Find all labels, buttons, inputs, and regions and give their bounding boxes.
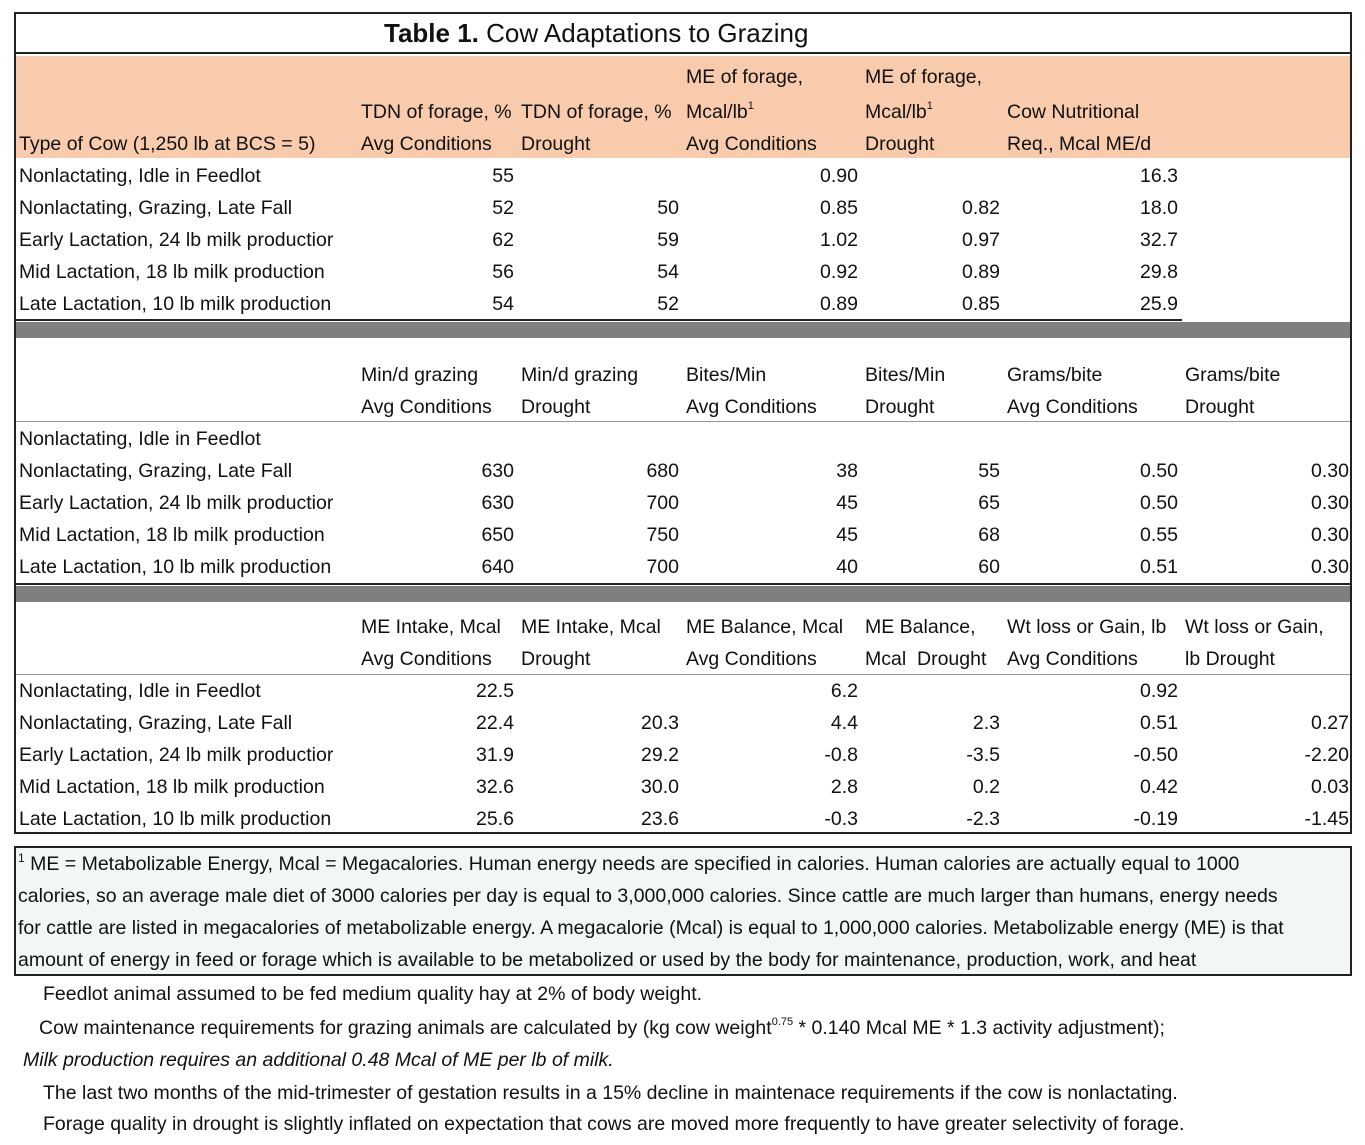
s3-balance-avg: -0.3 (824, 808, 858, 830)
s2-header: Drought (521, 396, 591, 418)
s2-min-drought: 750 (646, 524, 679, 546)
s2-grams-avg: 0.55 (1140, 524, 1178, 546)
s2-grams-drought: 0.30 (1311, 460, 1349, 482)
s3-intake-avg: 32.6 (476, 776, 514, 798)
s1-me-drought (864, 160, 1000, 192)
section1-header-req-line2: Req., Mcal ME/d (1007, 133, 1152, 155)
section1-header-tdn-avg-line2: Avg Conditions (361, 133, 492, 155)
section1-header-type-of-cow: Type of Cow (1,250 lb at BCS = 5) (19, 133, 316, 155)
s2-min-avg: 630 (481, 460, 514, 482)
s2-min-avg: 640 (481, 556, 514, 578)
s1-req: 16.3 (1140, 165, 1178, 187)
note-feedlot: Feedlot animal assumed to be fed medium quality hay at 2% of body weight. (43, 983, 703, 1005)
s3-header: Avg Conditions (361, 648, 492, 670)
section3-row-label: Nonlactating, Idle in Feedlot (19, 680, 261, 702)
section3-row-label: Late Lactation, 10 lb milk production (19, 808, 332, 830)
section2-bottom-rule (16, 583, 1350, 585)
s2-grams-avg: 0.51 (1140, 556, 1178, 578)
footnote-line: for cattle are listed in megacalories of metabolizable energy. A megacalorie (Mcal) is equal to 1,000,000 calories. Metabolizable energy (ME) is that (18, 917, 1284, 939)
s1-tdn-avg: 56 (492, 261, 514, 283)
s1-me-avg: 0.85 (820, 197, 858, 219)
s2-min-drought: 700 (646, 556, 679, 578)
s2-min-drought: 680 (646, 460, 679, 482)
s3-intake-drought: 23.6 (641, 808, 679, 830)
s2-header: Bites/Min (865, 364, 946, 386)
s3-balance-avg: -0.8 (824, 744, 858, 766)
s3-wt-drought: 0.27 (1311, 712, 1349, 734)
section3-row-label: Nonlactating, Grazing, Late Fall (19, 712, 293, 734)
s3-wt-avg: -0.50 (1133, 744, 1178, 766)
section-divider (16, 322, 1350, 338)
s3-intake-avg: 22.5 (476, 680, 514, 702)
s2-header: Avg Conditions (686, 396, 817, 418)
s3-header: Avg Conditions (686, 648, 817, 670)
section2-row-label: Nonlactating, Grazing, Late Fall (19, 460, 293, 482)
s3-header: ME Intake, Mcal (521, 616, 661, 638)
s2-bites-avg: 45 (836, 524, 858, 546)
s2-bites-drought: 65 (978, 492, 1000, 514)
s2-header: Grams/bite (1185, 364, 1281, 386)
section1-header-me-avg-line3: Avg Conditions (686, 133, 817, 155)
s1-me-drought: 0.85 (962, 293, 1000, 315)
s3-balance-drought: 0.2 (972, 776, 1000, 798)
s2-min-avg: 650 (481, 524, 514, 546)
s2-bites-drought: 55 (978, 460, 1000, 482)
s3-balance-avg: 4.4 (830, 712, 858, 734)
section2-row-label: Late Lactation, 10 lb milk production (19, 556, 332, 578)
s2-bites-avg: 45 (836, 492, 858, 514)
s3-header: lb Drought (1185, 648, 1275, 670)
s2-header: Avg Conditions (1007, 396, 1138, 418)
s3-intake-drought: 30.0 (641, 776, 679, 798)
s2-min-avg: 630 (481, 492, 514, 514)
table-title: Table 1. Cow Adaptations to Grazing (384, 18, 809, 48)
s1-me-drought: 0.89 (962, 261, 1000, 283)
s1-req: 18.0 (1140, 197, 1178, 219)
section-divider (16, 586, 1350, 602)
section1-header-tdn-drought-line1: TDN of forage, % (521, 101, 672, 123)
s3-balance-avg: 6.2 (830, 680, 858, 702)
s2-header: Avg Conditions (361, 396, 492, 418)
s3-wt-drought: -1.45 (1304, 808, 1349, 830)
note-gestation: The last two months of the mid-trimester of gestation results in a 15% decline in maintenace requirements if the cow is nonlactating. (43, 1082, 1178, 1104)
section1-header-me-drought-line1: ME of forage, (865, 66, 983, 88)
s3-intake-avg: 22.4 (476, 712, 514, 734)
s2-grams-avg: 0.50 (1140, 460, 1178, 482)
s2-header: Grams/bite (1007, 364, 1103, 386)
s3-intake-avg: 31.9 (476, 744, 514, 766)
s3-wt-avg: 0.92 (1140, 680, 1178, 702)
s2-header: Min/d grazing (521, 364, 639, 386)
s2-header: Bites/Min (686, 364, 767, 386)
section1-header-req-line1: Cow Nutritional (1007, 101, 1140, 123)
footnote-line: amount of energy in feed or forage which is available to be metabolized or used by the body for maintenance, production, work, and heat (18, 949, 1197, 971)
section1-row-label: Mid Lactation, 18 lb milk production (19, 261, 325, 283)
section1-header-me-drought-line2: Mcal/$lb^1$ (865, 100, 933, 123)
s1-tdn-drought: 54 (657, 261, 679, 283)
s3-header: Wt loss or Gain, lb (1007, 616, 1167, 638)
s2-bites-drought: 68 (978, 524, 1000, 546)
section1-row-label: Late Lactation, 10 lb milk production (19, 293, 332, 315)
s2-bites-avg: 38 (836, 460, 858, 482)
s1-me-avg: 1.02 (820, 229, 858, 251)
section3-row-label: Mid Lactation, 18 lb milk production (19, 776, 325, 798)
section2-row-label: Early Lactation, 24 lb milk productior (19, 492, 334, 514)
s3-wt-avg: 0.42 (1140, 776, 1178, 798)
s3-header: Wt loss or Gain, (1185, 616, 1324, 638)
section3-row-label: Early Lactation, 24 lb milk productior (19, 744, 334, 766)
section2-row-label: Mid Lactation, 18 lb milk production (19, 524, 325, 546)
s3-header: ME Intake, Mcal (361, 616, 501, 638)
s3-wt-avg: 0.51 (1140, 712, 1178, 734)
section1-row-label: Nonlactating, Grazing, Late Fall (19, 197, 293, 219)
s1-tdn-avg: 55 (492, 165, 514, 187)
s2-min-drought: 700 (646, 492, 679, 514)
s1-tdn-avg: 54 (492, 293, 514, 315)
s2-grams-drought: 0.30 (1311, 524, 1349, 546)
s3-header: ME Balance, Mcal (686, 616, 844, 638)
section1-header-me-avg-line1: ME of forage, (686, 66, 804, 88)
footnote-box (14, 846, 1352, 976)
s1-me-avg: 0.90 (820, 165, 858, 187)
s1-tdn-drought: 52 (657, 293, 679, 315)
s2-header: Drought (1185, 396, 1255, 418)
s2-grams-drought: 0.30 (1311, 556, 1349, 578)
s3-balance-drought: -3.5 (966, 744, 1000, 766)
note-maintenance: Cow maintenance requirements for grazing animals are calculated by (kg cow weight$^{0.75}$ * 0.140 Mcal ME * 1.3 activity adjustment); (39, 1016, 1165, 1039)
s1-req: 25.9 (1140, 293, 1178, 315)
s1-req: 29.8 (1140, 261, 1178, 283)
section1-header-me-avg-line2: Mcal/$lb^1$ (686, 100, 754, 123)
section1-bottom-rule (16, 319, 1182, 321)
section2-row-label: Nonlactating, Idle in Feedlot (19, 428, 261, 450)
s3-wt-avg: -0.19 (1133, 808, 1178, 830)
s2-header: Min/d grazing (361, 364, 479, 386)
s3-intake-drought: 20.3 (641, 712, 679, 734)
s1-tdn-drought: 59 (657, 229, 679, 251)
note-forage-quality: Forage quality in drought is slightly inflated on expectation that cows are moved more frequently to have greater selectivity of forage. (43, 1113, 1185, 1135)
s1-me-drought: 0.82 (962, 197, 1000, 219)
s3-header: ME Balance, (865, 616, 976, 638)
s3-balance-drought: -2.3 (966, 808, 1000, 830)
s3-wt-drought: -2.20 (1304, 744, 1349, 766)
section1-row-label: Nonlactating, Idle in Feedlot (19, 165, 261, 187)
s2-bites-drought: 60 (978, 556, 1000, 578)
table-title-bar (16, 14, 1350, 54)
section2-header-rule (16, 421, 1350, 422)
s1-tdn-avg: 62 (492, 229, 514, 251)
section1-row-label: Early Lactation, 24 lb milk productior (19, 229, 334, 251)
s2-header: Drought (865, 396, 935, 418)
s3-balance-avg: 2.8 (830, 776, 858, 798)
section1-header-tdn-drought-line2: Drought (521, 133, 591, 155)
s1-me-avg: 0.92 (820, 261, 858, 283)
s1-req: 32.7 (1140, 229, 1178, 251)
s3-header: Avg Conditions (1007, 648, 1138, 670)
s3-header: Drought (521, 648, 591, 670)
s3-intake-avg: 25.6 (476, 808, 514, 830)
s3-header: Mcal Drought (865, 648, 987, 670)
s1-tdn-drought: 50 (657, 197, 679, 219)
s2-grams-drought: 0.30 (1311, 492, 1349, 514)
s3-balance-drought: 2.3 (972, 712, 1000, 734)
footnote-line: $^1$ ME = Metabolizable Energy, Mcal = Megacalories. Human energy needs are specified in calories. Human calories are actually equal to 1000 (18, 851, 1240, 875)
s2-bites-avg: 40 (836, 556, 858, 578)
s1-tdn-avg: 52 (492, 197, 514, 219)
note-milk: Milk production requires an additional 0.48 Mcal of ME per lb of milk. (23, 1049, 614, 1071)
s3-wt-drought: 0.03 (1311, 776, 1349, 798)
s1-tdn-drought (520, 160, 679, 192)
section1-header-me-drought-line3: Drought (865, 133, 935, 155)
s1-me-avg: 0.89 (820, 293, 858, 315)
s1-me-drought: 0.97 (962, 229, 1000, 251)
s3-intake-drought: 29.2 (641, 744, 679, 766)
section1-header-tdn-avg-line1: TDN of forage, % (361, 101, 512, 123)
footnote-line: calories, so an average male diet of 3000 calories per day is equal to 3,000,000 calories. Since cattle are much larger than humans, energy needs (18, 885, 1278, 907)
s2-grams-avg: 0.50 (1140, 492, 1178, 514)
